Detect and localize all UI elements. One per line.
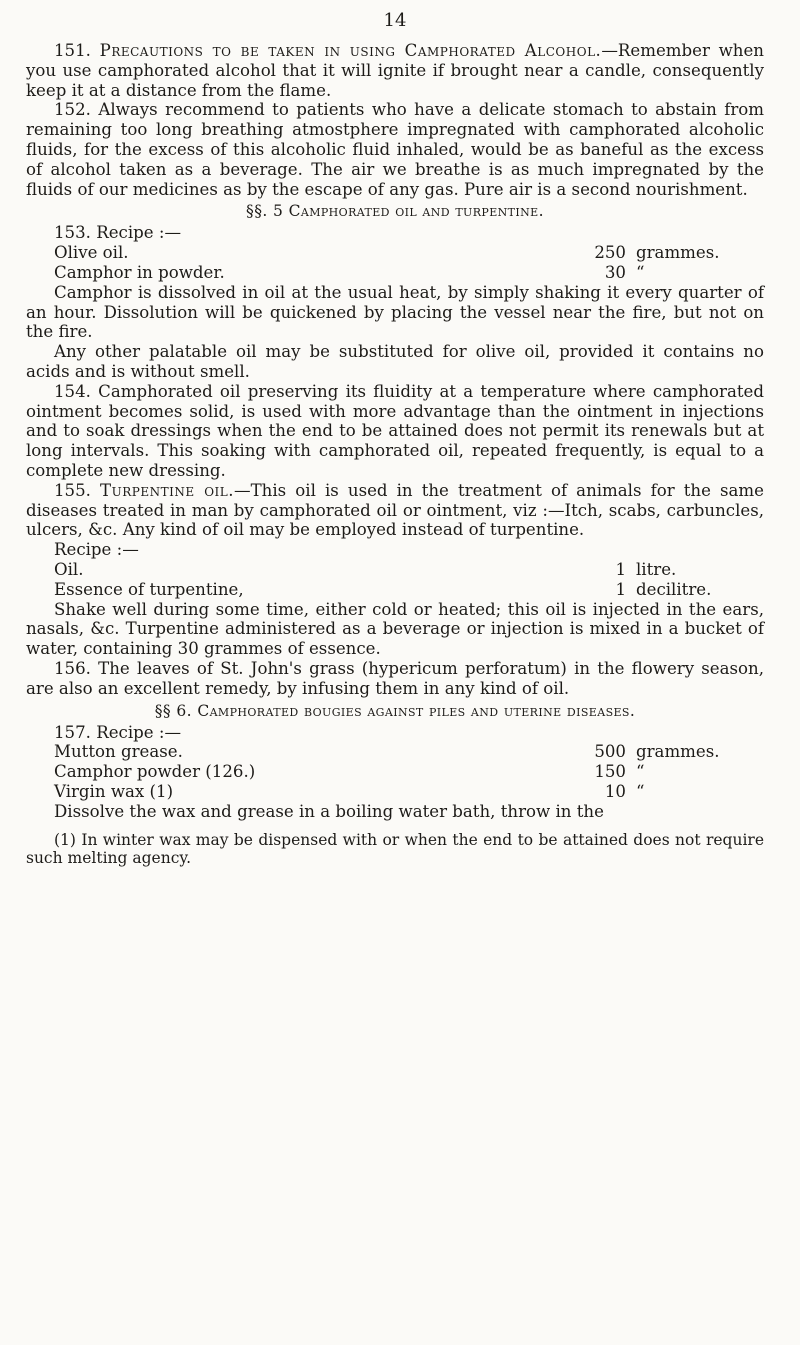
paragraph-151-heading: Precautions to be taken in using Camphorated Alcohol. bbox=[99, 41, 602, 60]
paragraph-157-text: Dissolve the wax and grease in a boiling water bath, throw in the bbox=[54, 801, 604, 821]
section-5-heading: §§. 5 Camphorated oil and turpentine. bbox=[246, 202, 544, 221]
footnote: (1) In winter wax may be dispensed with or when the end to be attained does not require such melting agency. bbox=[26, 831, 764, 868]
ingredient-quantity: 500 bbox=[594, 742, 626, 762]
ingredient-quantity: 150 bbox=[594, 762, 626, 782]
paragraph-155-number: 155. bbox=[54, 480, 91, 500]
ingredient-row bbox=[26, 263, 764, 283]
ingredient-name: Oil. bbox=[54, 559, 84, 579]
paragraph-155-heading: Turpentine oil. bbox=[100, 480, 235, 500]
paragraph-153-text-1: Camphor is dissolved in oil at the usual heat, by simply shaking it every quarter of an hour. Dissolution will be quickened by placing the vessel near the fire, but not on the fire. bbox=[26, 282, 764, 342]
ingredient-row bbox=[26, 243, 764, 263]
ingredient-unit: litre. bbox=[636, 559, 677, 579]
ingredient-name: Virgin wax (1) bbox=[54, 781, 174, 801]
ingredient-quantity: 10 bbox=[604, 781, 626, 801]
ingredient-row bbox=[26, 560, 764, 580]
recipe-157-ingredients bbox=[26, 742, 764, 801]
section-6-heading: §§ 6. Camphorated bougies against piles and uterine diseases. bbox=[154, 701, 636, 720]
ingredient-unit: “ bbox=[636, 781, 645, 801]
ingredient-quantity: 1 bbox=[615, 559, 626, 579]
ingredient-row bbox=[26, 762, 764, 782]
paragraph-156: 156. The leaves of St. John's grass (hypericum perforatum) in the flowery season, are also an excellent remedy, by infusing them in any kind of oil. bbox=[26, 658, 764, 698]
ingredient-quantity: 250 bbox=[594, 243, 626, 263]
ingredient-unit: “ bbox=[636, 762, 645, 782]
ingredient-row bbox=[26, 580, 764, 600]
recipe-157-label: 157. Recipe :— bbox=[54, 722, 182, 742]
ingredient-quantity: 1 bbox=[615, 579, 626, 599]
ingredient-name: Mutton grease. bbox=[54, 742, 183, 762]
paragraph-155-text-2: Shake well during some time, either cold or heated; this oil is injected in the ears, nasals, &c. Turpentine administered as a beverage or injection is mixed in a bucket of water, containing 30 grammes of essence. bbox=[26, 599, 764, 659]
paragraph-155-text: —This oil is used in the treatment of animals for the same diseases treated in man by camphorated oil or ointment, viz :—Itch, scabs, carbuncles, ulcers, &c. Any kind of oil may be employed instead of turpentine. bbox=[26, 480, 764, 540]
ingredient-unit: decilitre. bbox=[636, 579, 712, 599]
ingredient-quantity: 30 bbox=[604, 262, 626, 282]
paragraph-151 bbox=[26, 41, 764, 100]
ingredient-row bbox=[26, 782, 764, 802]
recipe-155-ingredients bbox=[26, 560, 764, 600]
ingredient-name: Camphor in powder. bbox=[54, 262, 225, 282]
ingredient-name: Camphor powder (126.) bbox=[54, 762, 256, 782]
ingredient-name: Olive oil. bbox=[54, 243, 129, 263]
page-number: 14 bbox=[383, 10, 407, 31]
paragraph-152: 152. Always recommend to patients who have a delicate stomach to abstain from remaining too long breathing atmostphere impregnated with camphorated alcoholic fluids, for the excess of this alcoholic fluid inhaled, would be as baneful as the excess of alcohol taken as a beverage. The air we breathe is as much impregnated by the fluids of our medicines as by the escape of any gas. Pure air is a second nourishment. bbox=[26, 100, 764, 199]
recipe-153-label: 153. Recipe :— bbox=[54, 223, 182, 243]
paragraph-153-text-2: Any other palatable oil may be substituted for olive oil, provided it contains no acids and is without smell. bbox=[26, 342, 764, 381]
paragraph-154: 154. Camphorated oil preserving its fluidity at a temperature where camphorated ointment becomes solid, is used with more advantage than the ointment in injections and to soak dressings when the end to be attained does not permit its renewals but at long intervals. This soaking with camphorated oil, repeated frequently, is equal to a complete new dressing. bbox=[26, 381, 764, 480]
recipe-155-label: Recipe :— bbox=[54, 540, 139, 560]
ingredient-unit: grammes. bbox=[636, 243, 720, 263]
ingredient-row bbox=[26, 742, 764, 762]
recipe-153-ingredients bbox=[26, 243, 764, 283]
paragraph-151-text: —Remember when you use camphorated alcohol that it will ignite if brought near a candle, consequently keep it at a distance from the flame. bbox=[26, 41, 764, 100]
paragraph-151-number: 151. bbox=[54, 41, 91, 60]
ingredient-name: Essence of turpentine, bbox=[54, 579, 244, 599]
paragraph-155 bbox=[26, 481, 764, 540]
ingredient-unit: grammes. bbox=[636, 742, 720, 762]
ingredient-unit: “ bbox=[636, 262, 645, 282]
